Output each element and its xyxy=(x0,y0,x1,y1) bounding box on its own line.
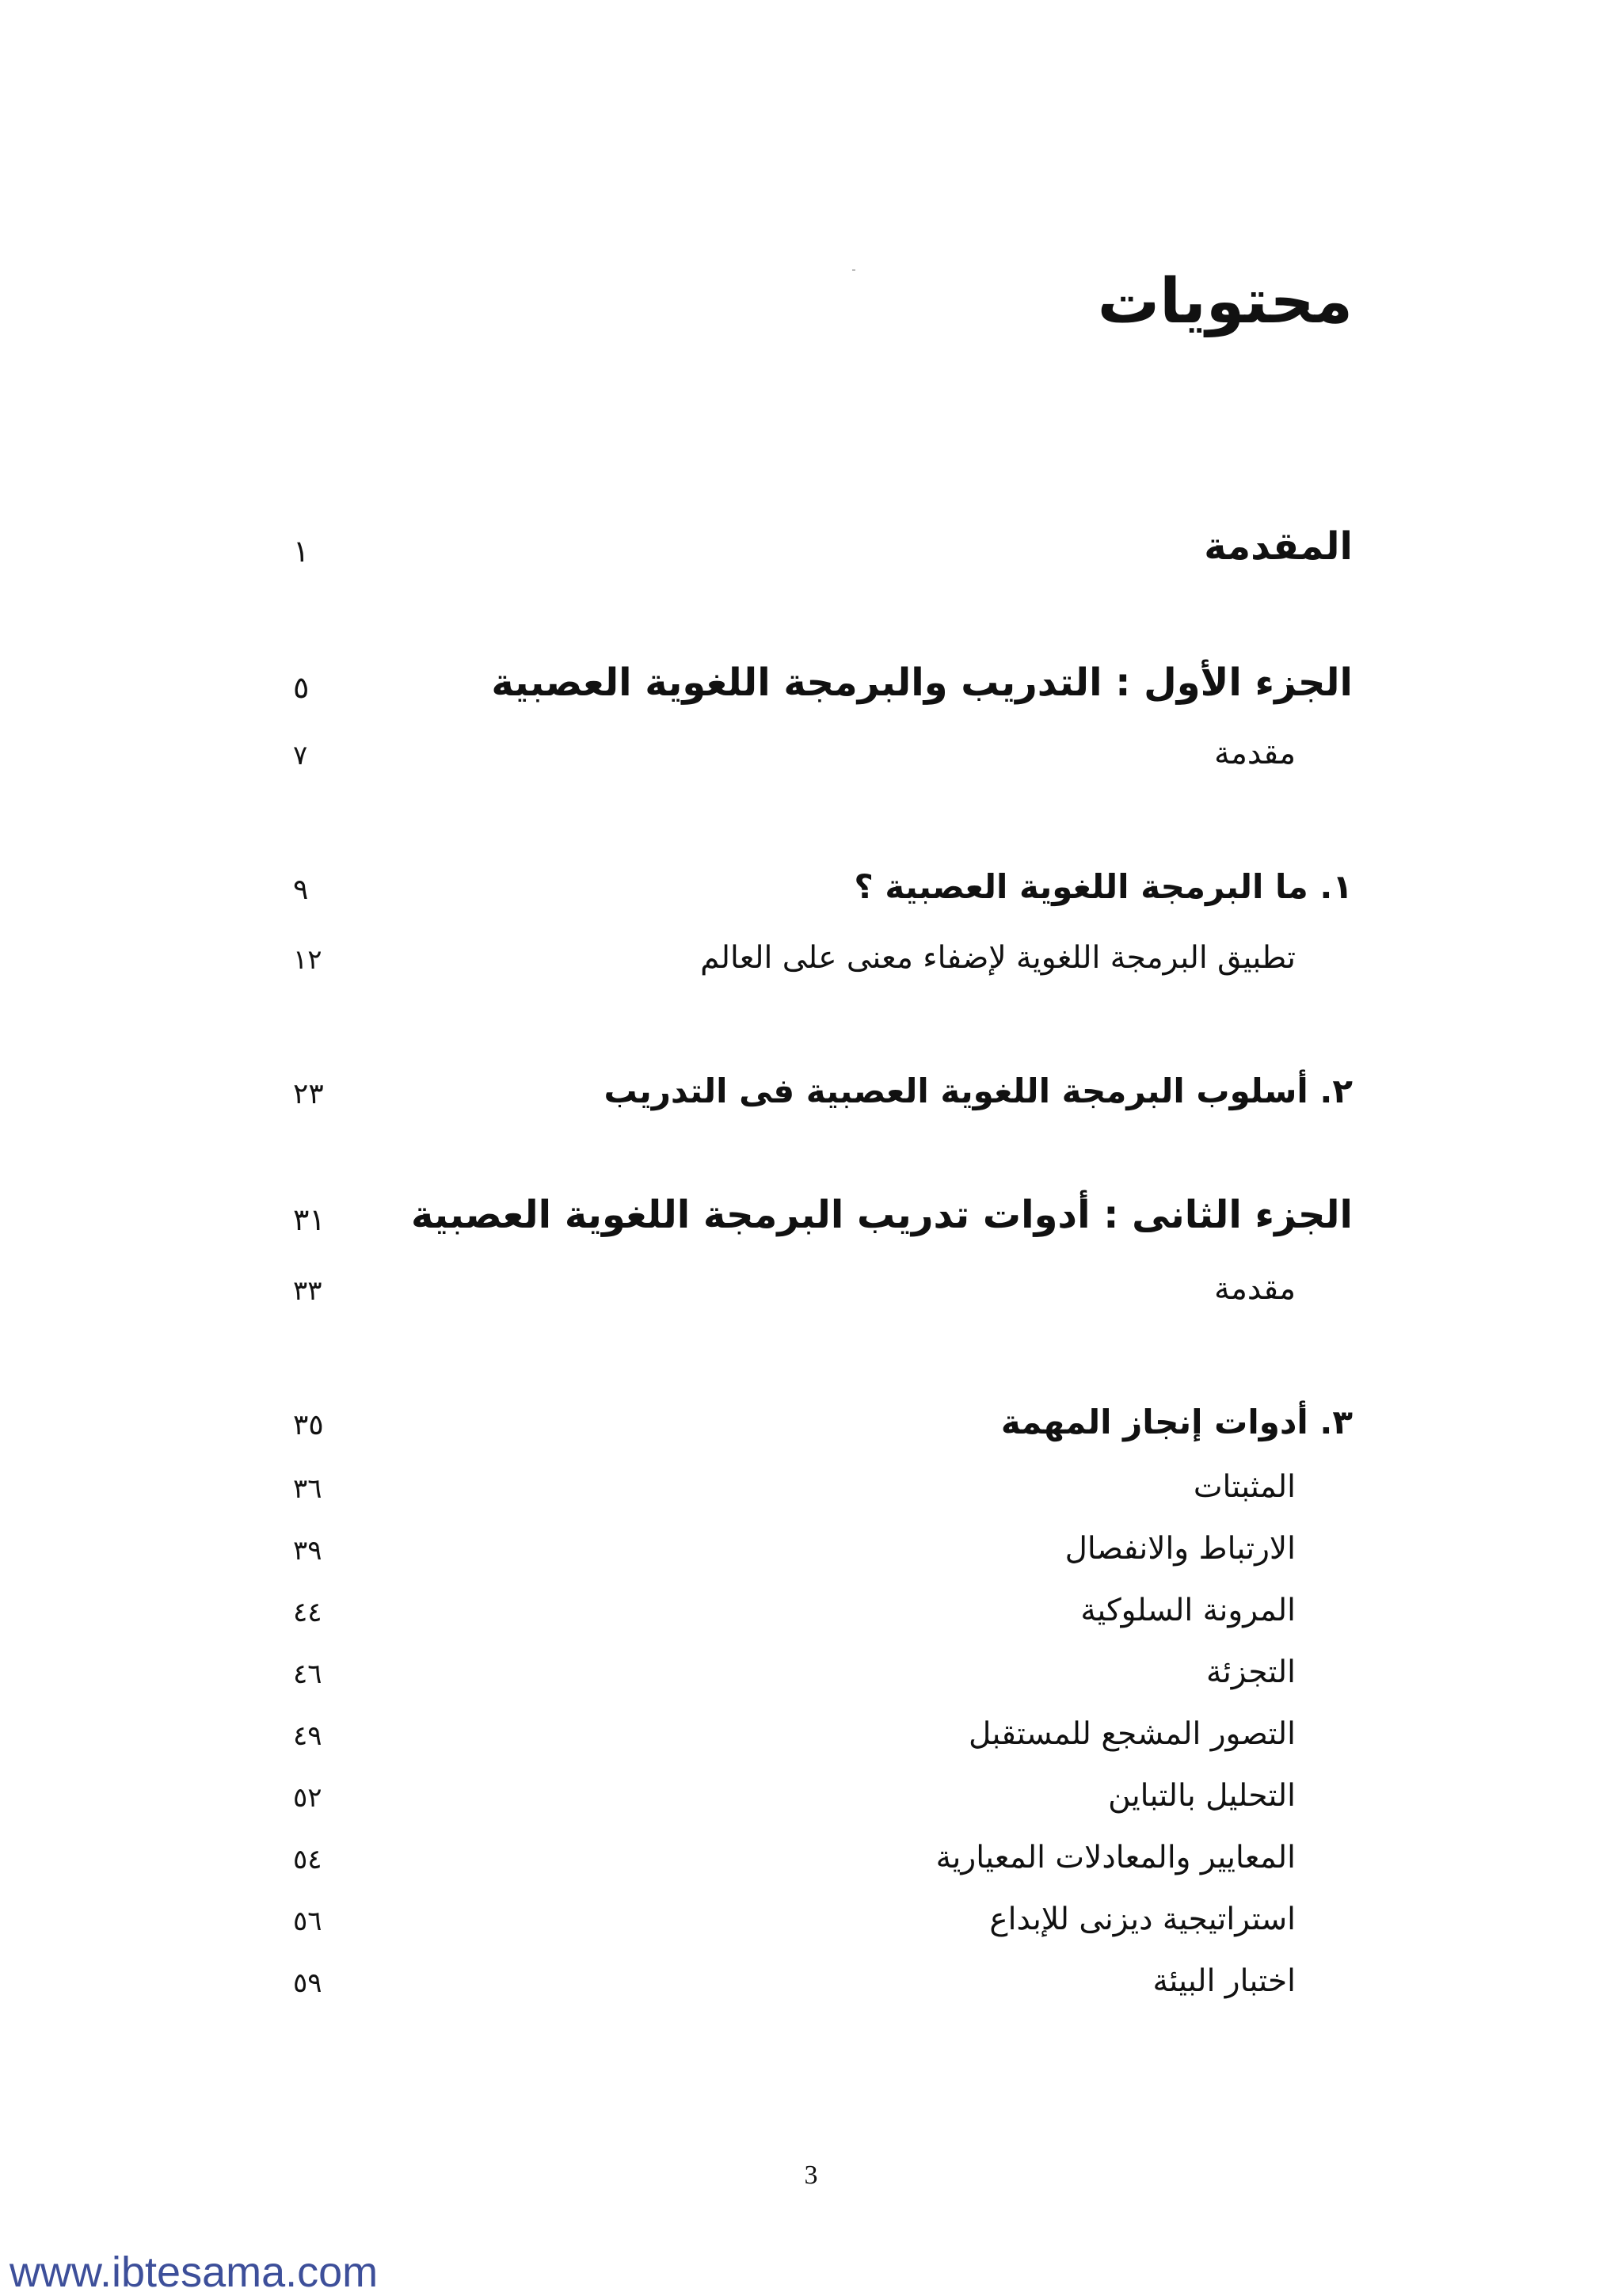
toc-entry-page: ٣١ xyxy=(293,1202,326,1237)
toc-entry-page: ٣٣ xyxy=(293,1275,322,1307)
page-number: 3 xyxy=(804,2161,818,2190)
toc-entry-section xyxy=(0,1945,1622,2009)
toc-entry-chapter-2 xyxy=(0,1057,1622,1120)
toc-entry-page: ٧ xyxy=(293,740,308,771)
toc-entry-label: استراتيجية ديزنى للإبداع xyxy=(989,1902,1296,1937)
toc-entry-page: ١ xyxy=(293,534,310,569)
toc-entry-page: ٤٦ xyxy=(293,1658,322,1690)
toc-entry-label: المرونة السلوكية xyxy=(1080,1593,1296,1628)
toc-entry-part-one-intro xyxy=(0,718,1622,781)
toc-entry-page: ٣٦ xyxy=(293,1473,322,1505)
toc-entry-page: ٥٩ xyxy=(293,1967,322,1999)
toc-entry-page: ٤٩ xyxy=(293,1720,322,1752)
page-title: محتويات xyxy=(1097,266,1353,338)
toc-entry-section xyxy=(0,1822,1622,1885)
watermark: www.ibtesama.com xyxy=(10,2248,379,2296)
toc-entry-page: ٩ xyxy=(293,874,309,906)
toc-entry-section xyxy=(0,922,1622,985)
toc-entry-page: ٥ xyxy=(293,670,310,705)
toc-entry-page: ١٢ xyxy=(293,944,322,976)
toc-entry-label: ٢. أسلوب البرمجة اللغوية العصبية فى التدريب xyxy=(603,1072,1353,1110)
toc-entry-section xyxy=(0,1574,1622,1638)
toc-entry-page: ٢٣ xyxy=(293,1078,324,1110)
toc-entry-page: ٣٩ xyxy=(293,1535,322,1567)
toc-entry-label: المقدمة xyxy=(1204,524,1353,569)
toc-entry-label: مقدمة xyxy=(1214,1271,1296,1307)
toc-entry-section xyxy=(0,1883,1622,1947)
toc-entry-chapter-1 xyxy=(0,852,1622,916)
toc-entry-page: ٥٦ xyxy=(293,1906,322,1937)
toc-entry-label: الجزء الثانى : أدوات تدريب البرمجة اللغوية العصبية xyxy=(410,1193,1353,1237)
toc-entry-section xyxy=(0,1636,1622,1700)
toc-entry-label: التجزئة xyxy=(1206,1654,1296,1690)
toc-entry-page: ٥٤ xyxy=(293,1844,322,1875)
toc-entry-page: ٥٢ xyxy=(293,1782,322,1814)
toc-entry-part-two xyxy=(0,1183,1622,1247)
toc-entry-label: التحليل بالتباين xyxy=(1108,1778,1296,1814)
toc-entry-label: التصور المشجع للمستقبل xyxy=(968,1716,1296,1752)
toc-entry-label: اختبار البيئة xyxy=(1152,1963,1296,1999)
toc-entry-part-two-intro xyxy=(0,1253,1622,1316)
toc-entry-label: ٣. أدوات إنجاز المهمة xyxy=(1000,1403,1353,1441)
toc-entry-page: ٣٥ xyxy=(293,1409,324,1441)
toc-entry-section xyxy=(0,1513,1622,1576)
toc-entry-label: تطبيق البرمجة اللغوية لإضفاء معنى على العالم xyxy=(700,940,1296,976)
scan-speck xyxy=(852,269,855,271)
toc-entry-section xyxy=(0,1760,1622,1823)
toc-entry-introduction xyxy=(0,515,1622,578)
toc-entry-label: الجزء الأول : التدريب والبرمجة اللغوية العصبية xyxy=(491,661,1353,705)
toc-entry-section xyxy=(0,1451,1622,1514)
toc-entry-page: ٤٤ xyxy=(293,1597,322,1628)
toc-entry-label: الارتباط والانفصال xyxy=(1064,1531,1296,1567)
toc-entry-label: ١. ما البرمجة اللغوية العصبية ؟ xyxy=(854,867,1353,906)
toc-entry-section xyxy=(0,1698,1622,1761)
toc-entry-label: المعايير والمعادلات المعيارية xyxy=(935,1840,1296,1875)
toc-entry-part-one xyxy=(0,651,1622,714)
toc-entry-label: المثبتات xyxy=(1193,1469,1296,1505)
toc-entry-label: مقدمة xyxy=(1214,736,1296,771)
toc-entry-chapter-3 xyxy=(0,1388,1622,1451)
